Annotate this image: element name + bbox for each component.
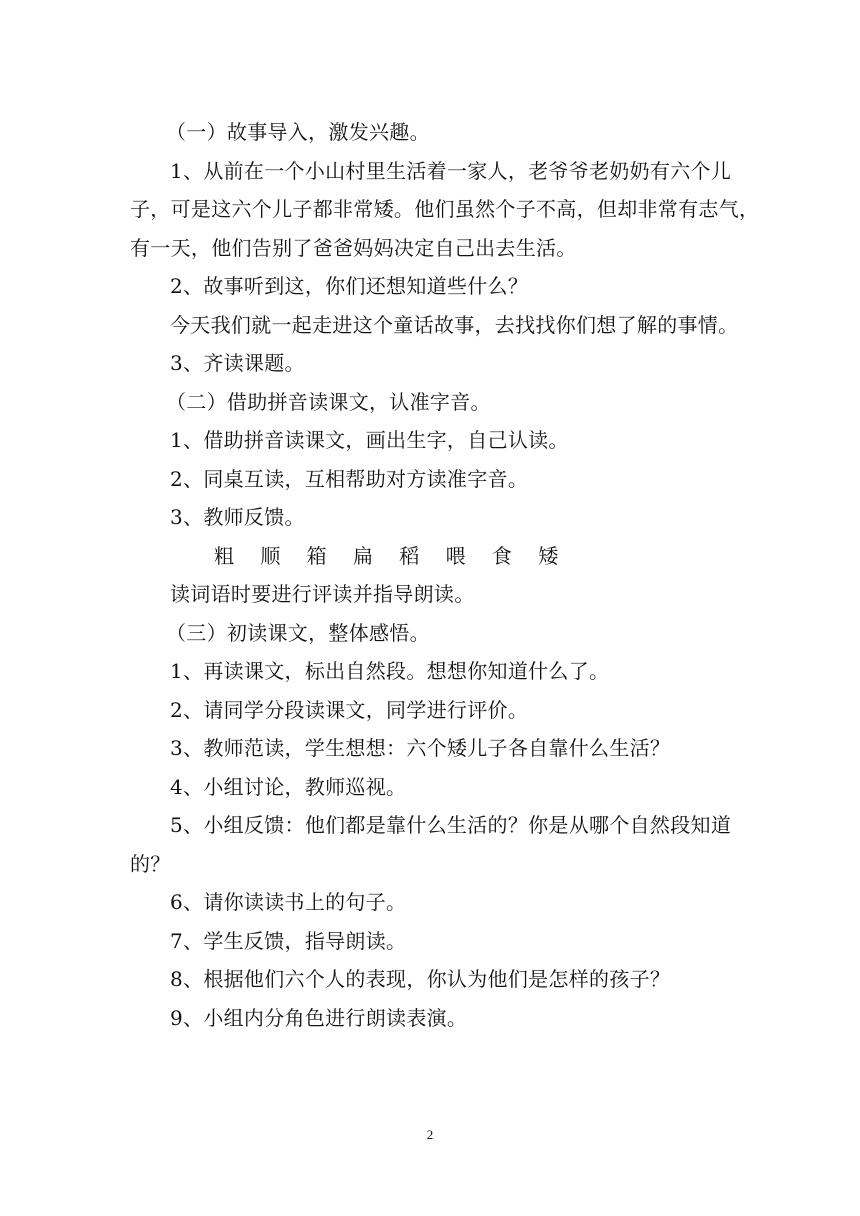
character: 稻 xyxy=(399,543,420,568)
paragraph-line: 9、小组内分角色进行朗读表演。 xyxy=(170,1005,468,1030)
paragraph-line: 8、根据他们六个人的表现，你认为他们是怎样的孩子？ xyxy=(170,967,671,991)
paragraph-line: 4、小组讨论，教师巡视。 xyxy=(170,774,407,799)
character: 矮 xyxy=(538,543,559,568)
section-heading-3: （三）初读课文，整体感悟。 xyxy=(166,620,430,645)
character: 扁 xyxy=(352,543,374,568)
paragraph-line: 7、学生反馈，指导朗读。 xyxy=(170,928,407,953)
paragraph-line: 3、齐读课题。 xyxy=(170,351,305,375)
paragraph-line: 2、故事听到这，你们还想知道些什么？ xyxy=(170,274,529,298)
character: 喂 xyxy=(445,543,466,568)
paragraph-line: 今天我们就一起走进这个童话故事，去找找你们想了解的事情。 xyxy=(170,312,739,337)
section-heading-1: （一）故事导入，激发兴趣。 xyxy=(166,120,430,144)
paragraph-line: 1、从前在一个小山村里生活着一家人，老爷爷老奶奶有六个儿 xyxy=(170,158,732,183)
section-heading-2: （二）借助拼音读课文，认准字音。 xyxy=(166,389,491,414)
paragraph-line: 子，可是这六个儿子都非常矮。他们虽然个子不高，但却非常有志气， xyxy=(130,197,760,221)
paragraph-line: 的？ xyxy=(130,851,171,876)
paragraph-line: 3、教师范读，学生想想：六个矮儿子各自靠什么生活？ xyxy=(170,736,671,760)
paragraph-line: 1、借助拼音读课文，画出生字，自己认读。 xyxy=(170,428,569,452)
character: 箱 xyxy=(306,543,327,568)
character: 顺 xyxy=(260,543,281,568)
paragraph-line: 3、教师反馈。 xyxy=(170,505,305,529)
paragraph-line: 5、小组反馈：他们都是靠什么生活的？你是从哪个自然段知道 xyxy=(170,813,732,837)
paragraph-line: 2、请同学分段读课文，同学进行评价。 xyxy=(170,697,529,722)
character: 食 xyxy=(491,543,513,568)
paragraph-line: 6、请你读读书上的句子。 xyxy=(170,890,407,914)
new-characters-row xyxy=(130,537,740,576)
paragraph-line: 有一天，他们告别了爸爸妈妈决定自己出去生活。 xyxy=(130,235,577,260)
page-number: 2 xyxy=(426,1127,434,1142)
paragraph-line: 2、同桌互读，互相帮助对方读准字音。 xyxy=(170,466,529,491)
character: 粗 xyxy=(214,543,235,568)
document-body xyxy=(130,113,760,1037)
paragraph-line: 读词语时要进行评读并指导朗读。 xyxy=(170,582,475,606)
paragraph-line: 1、再读课文，标出自然段。想想你知道什么了。 xyxy=(170,659,610,683)
